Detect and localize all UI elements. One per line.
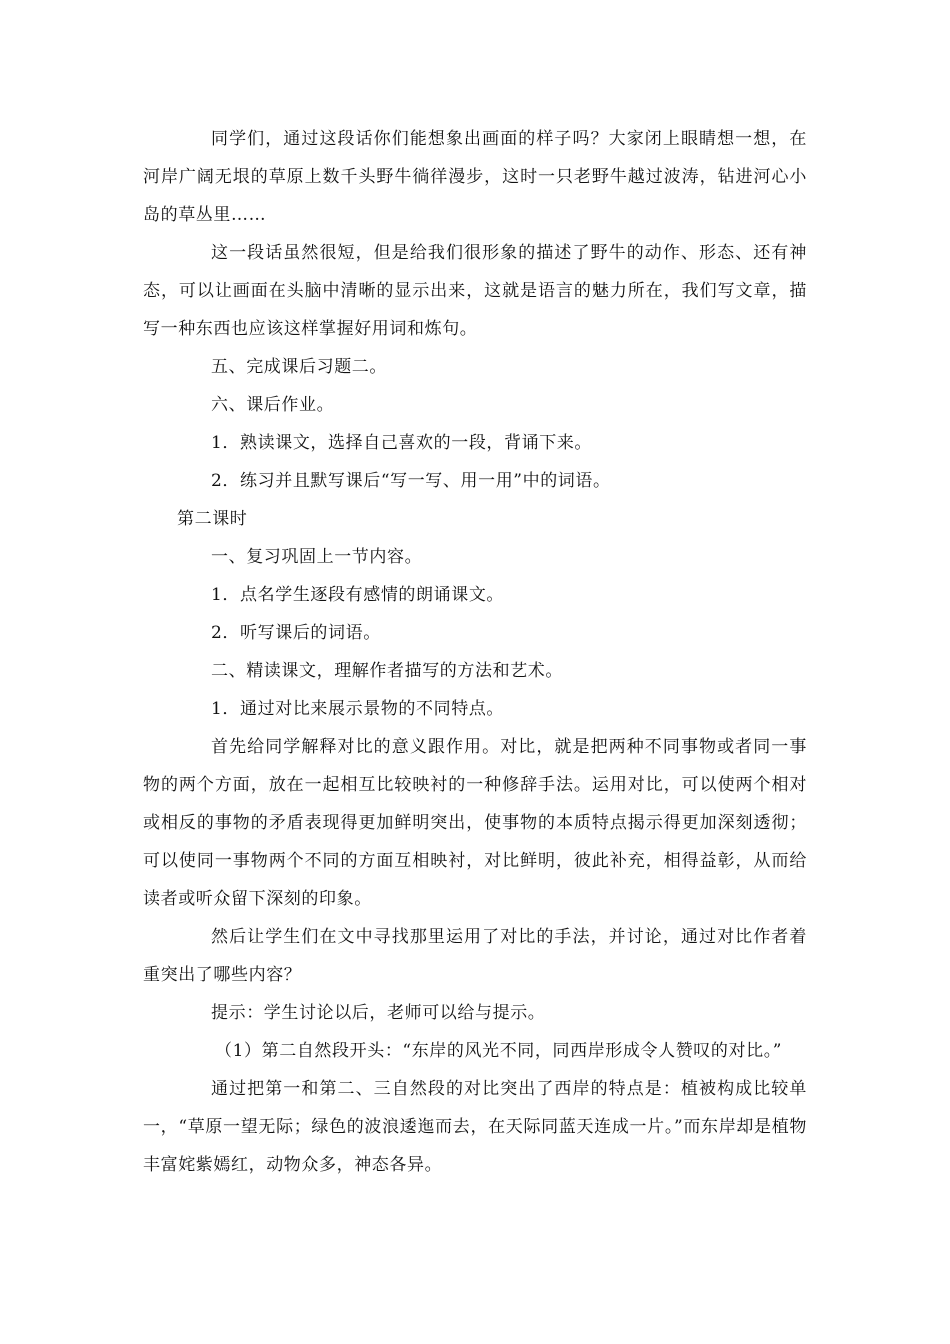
- paragraph-hint: 提示：学生讨论以后，老师可以给与提示。: [211, 1003, 546, 1023]
- paragraph-language-charm: 这一段话虽然很短，但是给我们很形象的描述了野牛的动作、形态、还有神态，可以让画面在头脑中清晰的显示出来，这就是语言的魅力所在，我们写文章，描写一种东西也应该这样掌握好用词和炼句。: [143, 243, 807, 339]
- paragraph-homework-2: 2．练习并且默写课后“写一写、用一用”中的词语。: [211, 471, 611, 491]
- paragraph-imagine-scene: 同学们，通过这段话你们能想象出画面的样子吗？大家闭上眼睛想一想，在河岸广阔无垠的草原上数千头野牛徜徉漫步，这时一只老野牛越过波涛，钻进河心小岛的草丛里……: [143, 129, 807, 225]
- paragraph-hint-1: （1）第二自然段开头：“东岸的风光不同，同西岸形成令人赞叹的对比。”: [215, 1041, 783, 1061]
- paragraph-section-six: 六、课后作业。: [211, 395, 335, 415]
- paragraph-close-reading: 二、精读课文，理解作者描写的方法和艺术。: [211, 661, 563, 681]
- paragraph-review: 一、复习巩固上一节内容。: [211, 547, 423, 567]
- paragraph-contrast-point: 1．通过对比来展示景物的不同特点。: [211, 699, 505, 719]
- document-body: [143, 120, 807, 1184]
- paragraph-contrast-explanation: 首先给同学解释对比的意义跟作用。对比，就是把两种不同事物或者同一事物的两个方面，放在一起相互比较映衬的一种修辞手法。运用对比，可以使两个相对或相反的事物的矛盾表现得更加鲜明突出，使事物的本质特点揭示得更加深刻透彻；可以使同一事物两个不同的方面互相映衬，对比鲜明，彼此补充，相得益彰，从而给读者或听众留下深刻的印象。: [143, 737, 807, 909]
- paragraph-section-five: 五、完成课后习题二。: [211, 357, 387, 377]
- paragraph-west-east-contrast: 通过把第一和第二、三自然段的对比突出了西岸的特点是：植被构成比较单一，“草原一望无际；绿色的波浪逶迤而去，在天际同蓝天连成一片。”而东岸却是植物丰富姹紫嫣红，动物众多，神态各异。: [143, 1079, 807, 1175]
- paragraph-review-2: 2．听写课后的词语。: [211, 623, 381, 643]
- paragraph-review-1: 1．点名学生逐段有感情的朗诵课文。: [211, 585, 505, 605]
- paragraph-homework-1: 1．熟读课文，选择自己喜欢的一段，背诵下来。: [211, 433, 593, 453]
- section-heading-second-lesson: 第二课时: [177, 509, 248, 529]
- paragraph-find-contrast: 然后让学生们在文中寻找那里运用了对比的手法，并讨论，通过对比作者着重突出了哪些内容？: [143, 927, 807, 985]
